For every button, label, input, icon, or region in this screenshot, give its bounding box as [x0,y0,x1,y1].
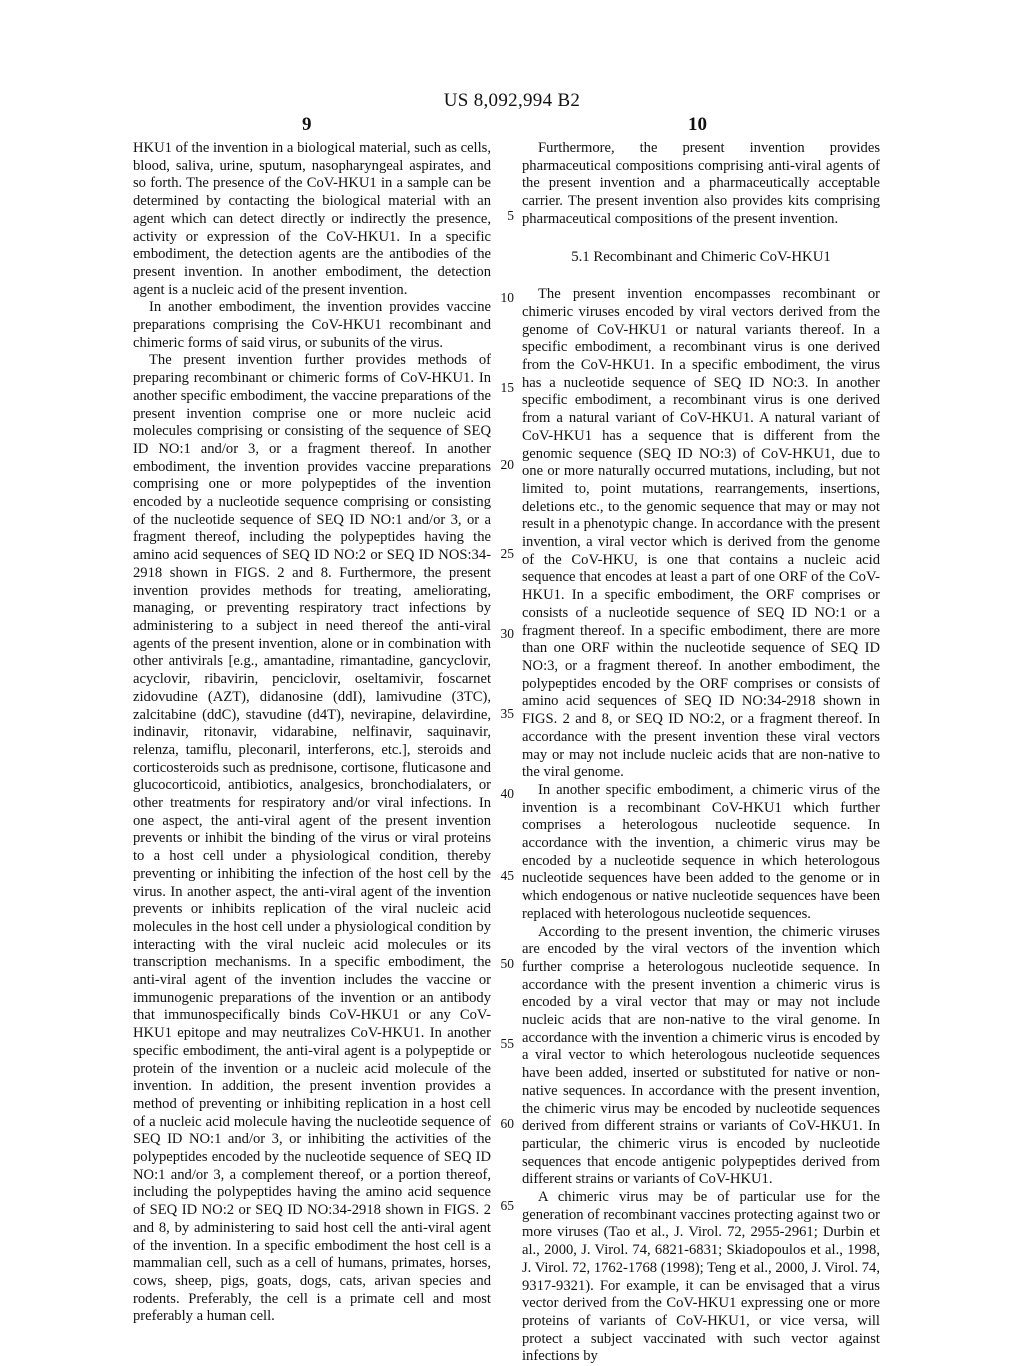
right-column [522,140,880,1366]
line-number: 10 [500,290,514,305]
section-heading: 5.1 Recombinant and Chimeric CoV-HKU1 [571,248,831,265]
line-number: 35 [500,706,514,721]
line-number: 50 [500,956,514,971]
line-number: 25 [500,546,514,561]
line-number: 30 [500,626,514,641]
line-number: 20 [500,457,514,472]
left-paragraph-1: HKU1 of the invention in a biological material, such as cells, blood, saliva, urine, sputum, nasopharyngeal aspirates, and so forth. The presence of the CoV-HKU1 in a sample can be determined by contacting the biological material with an agent which can detect directly or indirectly the presence, activity or expression of the CoV-HKU1. In a specific embodiment, the detection agents are the antibodies of the present invention. In another embodiment, the detection agent is a nucleic acid of the present invention. [133,140,491,298]
left-paragraph-3: The present invention further provides methods of preparing recombinant or chimeric forms of CoV-HKU1. In another specific embodiment, the vaccine preparations of the present invention comprise one or more nucleic acid molecules comprising or consisting of the sequence of SEQ ID NO:1 and/or 3, or a fragment thereof. In another embodiment, the invention provides vaccine preparations comprising one or more polypeptides of the invention encoded by a nucleotide sequence comprising or consisting of the nucleotide sequence of SEQ ID NO:1 and/or 3, or a fragment thereof, including the polypeptides having the amino acid sequences of SEQ ID NO:2 or SEQ ID NOS:34-2918 shown in FIGS. 2 and 8. Furthermore, the present invention provides methods for treating, ameliorating, managing, or preventing respiratory tract infections by administering to a subject in need thereof the anti-viral agents of the present invention, alone or in combination with other antivirals [e.g., amantadine, rimantadine, gancyclovir, acyclovir, ribavirin, penciclovir, oseltamivir, foscarnet zidovudine (AZT), didanosine (ddI), lamivudine (3TC), zalcitabine (ddC), stavudine (d4T), nevirapine, delavirdine, indinavir, ritonavir, vidarabine, nelfinavir, saquinavir, relenza, tamiflu, pleconaril, interferons, etc.], steroids and corticosteroids such as prednisone, cortisone, fluticasone and glucocorticoid, antibiotics, analgesics, bronchodialaters, or other treatments for respiratory and/or viral infections. In one aspect, the anti-viral agent of the present invention prevents or inhibit the binding of the virus or viral proteins to a host cell under a physiological condition, thereby preventing or inhibiting the infection of the host cell by the virus. In another aspect, the anti-viral agent of the invention prevents or inhibits replication of the viral nucleic acid molecules in the host cell under a physiological condition by interacting with the viral nucleic acid molecules or its transcription mechanisms. In a specific embodiment, the anti-viral agent of the invention includes the vaccine or immunogenic preparations of the invention or an antibody that immunospecifically binds CoV-HKU1 or any CoV-HKU1 epitope and may neutralizes CoV-HKU1. In another specific embodiment, the anti-viral agent is a polypeptide or protein of the invention or a nucleic acid molecule of the invention. In addition, the present invention provides a method of preventing or inhibiting replication in a host cell of a nucleic acid molecule having the nucleotide sequence of SEQ ID NO:1 and/or 3, or inhibiting the activities of the polypeptides encoded by the nucleotide sequence of SEQ ID NO:1 and/or 3, a complement thereof, or a portion thereof, including the polypeptides having the amino acid sequence of SEQ ID NO:2 or SEQ ID NO:34-2918 shown in FIGS. 2 and 8, by administering to said host cell the anti-viral agent of the invention. In a specific embodiment the host cell is a mammalian cell, such as a cell of humans, primates, horses, cows, sheep, pigs, goats, dogs, cats, arivan species and rodents. Preferably, the cell is a primate cell and most preferably a human cell. [133,352,491,1325]
left-paragraph-2: In another embodiment, the invention provides vaccine preparations comprising the CoV-HKU1 recombinant and chimeric forms of said virus, or subunits of the virus. [133,299,491,351]
right-paragraph-1: Furthermore, the present invention provides pharmaceutical compositions comprising anti-viral agents of the present invention and a pharmaceutically acceptable carrier. The present invention also provides kits comprising pharmaceutical compositions of the present invention. [522,140,880,227]
left-column [133,140,491,1326]
right-paragraph-5: A chimeric virus may be of particular use for the generation of recombinant vaccines protecting against two or more viruses (Tao et al., J. Virol. 72, 2955-2961; Durbin et al., 2000, J. Virol. 74, 6821-6831; Skiadopoulos et al., 1998, J. Virol. 72, 1762-1768 (1998); Teng et al., 2000, J. Virol. 74, 9317-9321). For example, it can be envisaged that a virus vector derived from the CoV-HKU1 expressing one or more proteins of variants of CoV-HKU1, or vice versa, will protect a subject vaccinated with such vector against infections by [522,1189,880,1365]
line-number: 40 [500,786,514,801]
line-number: 5 [507,208,514,223]
page-number-right: 10 [688,114,707,135]
line-number: 60 [500,1116,514,1131]
right-paragraph-3: In another specific embodiment, a chimeric virus of the invention is a recombinant CoV-HKU1 which further comprises a heterologous nucleotide sequence. In accordance with the invention, a chimeric virus may be encoded by a nucleotide sequence in which heterologous nucleotide sequences have been added to the genome or in which endogenous or native nucleotide sequences have been replaced with heterologous nucleotide sequences. [522,781,880,922]
line-number: 15 [500,380,514,395]
right-paragraph-2: The present invention encompasses recombinant or chimeric viruses encoded by viral vectors derived from the genome of CoV-HKU1 or natural variants thereof. In a specific embodiment, a recombinant virus is one derived from the CoV-HKU1. In a specific embodiment, the virus has a nucleotide sequence of SEQ ID NO:3. In another specific embodiment, a recombinant virus is one derived from a natural variant of CoV-HKU1. A natural variant of CoV-HKU1 has a sequence that is different from the genomic sequence (SEQ ID NO:3) of CoV-HKU1, due to one or more naturally occurred mutations, including, but not limited to, point mutations, rearrangements, insertions, deletions etc., to the genomic sequence that may or may not result in a phenotypic change. In accordance with the present invention, a viral vector which is derived from the genome of the CoV-HKU, is one that contains a nucleic acid sequence that encodes at least a part of one ORF of the CoV-HKU1. In a specific embodiment, the ORF comprises or consists of a nucleotide sequence of SEQ ID NO:1 or a fragment thereof. In a specific embodiment, there are more than one ORF within the nucleotide sequence of SEQ ID NO:3, or a fragment thereof. In another embodiment, the polypeptides encoded by the ORF comprises or consists of amino acid sequences of SEQ ID NO:34-2918 shown in FIGS. 2 and 8, or SEQ ID NO:2, or a fragment thereof. In accordance with the present invention these viral vectors may or may not include nucleic acids that are non-native to the viral genome. [522,286,880,781]
page-number-left: 9 [302,114,312,135]
line-number: 65 [500,1198,514,1213]
right-paragraph-4: According to the present invention, the chimeric viruses are encoded by the viral vectors of the invention which further comprise a heterologous nucleotide sequence. In accordance with the present invention a chimeric virus is encoded by a viral vector that may or may not include nucleic acids that are non-native to the viral genome. In accordance with the invention a chimeric virus is encoded by a viral vector to which heterologous nucleotide sequences have been added, inserted or substituted for native or non-native sequences. In accordance with the present invention, the chimeric virus may be encoded by nucleotide sequences derived from different strains or variants of CoV-HKU1. In particular, the chimeric virus is encoded by nucleotide sequences that encode antigenic polypeptides derived from different strains or variants of CoV-HKU1. [522,923,880,1188]
patent-number-header: US 8,092,994 B2 [443,90,581,111]
line-number: 45 [500,868,514,883]
line-number: 55 [500,1036,514,1051]
